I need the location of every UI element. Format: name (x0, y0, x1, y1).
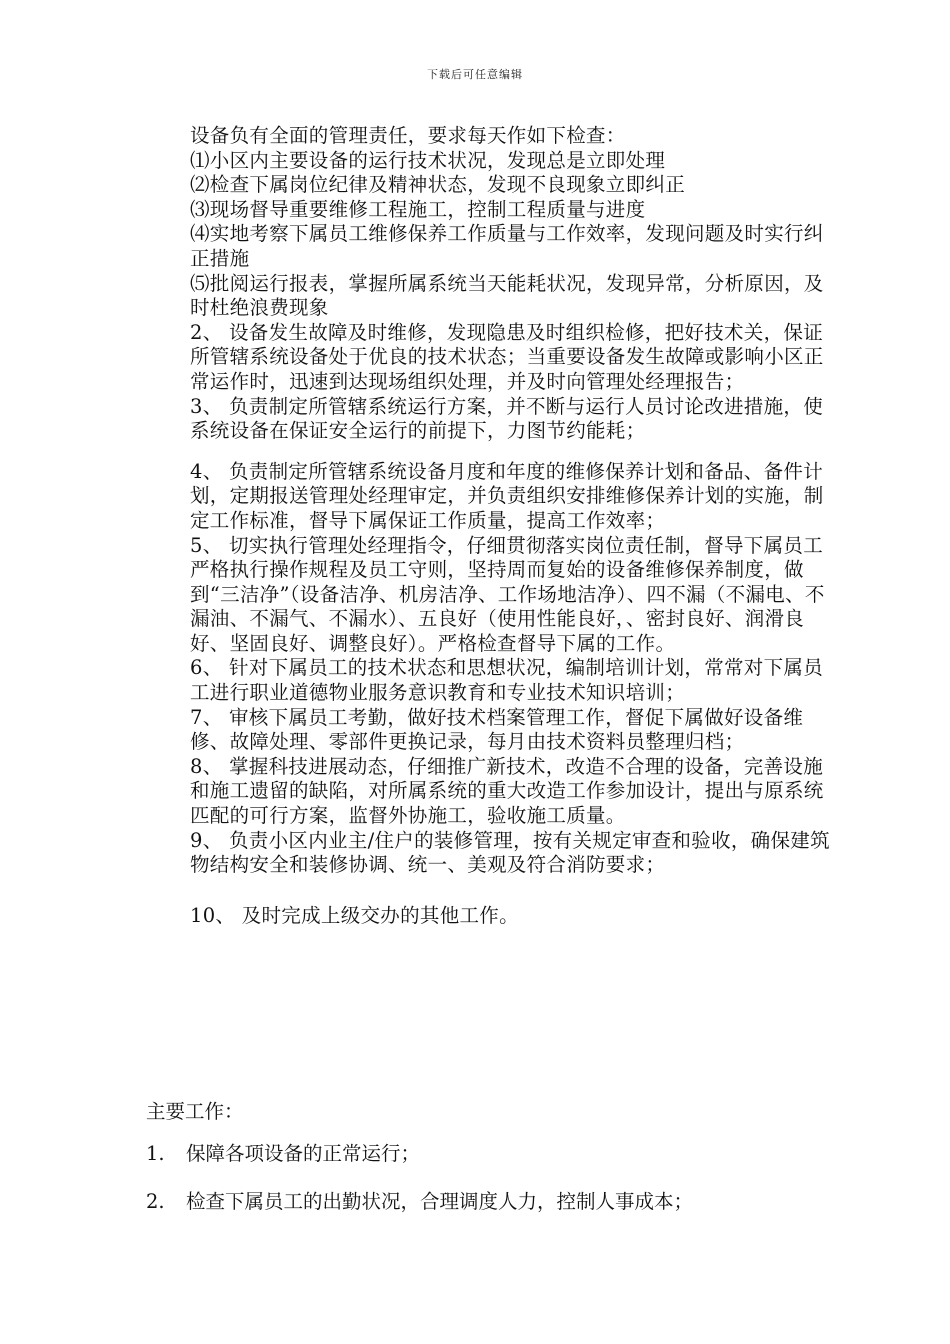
duty-item-8: 8、 掌握科技进展动态，仔细推广新技术，改造不合理的设备，完善设施和施工遗留的缺陷，对所属系统的重大改造工作参加设计，提出与原系统匹配的可行方案，监督外协施工，验收施工质量。 (190, 754, 824, 828)
check-item-3: ⑶现场督导重要维修工程施工，控制工程质量与进度 (190, 197, 646, 221)
duty-item-4: 4、 负责制定所管辖系统设备月度和年度的维修保养计划和备品、备件计划，定期报送管理处经理审定，并负责组织安排维修保养计划的实施，制定工作标准，督导下属保证工作质量，提高工作效率； (190, 459, 824, 532)
main-work-item-number: 1. (146, 1142, 165, 1165)
main-work-item-number: 2. (146, 1190, 165, 1213)
duty-item-3: 3、 负责制定所管辖系统运行方案，并不断与运行人员讨论改进措施，使系统设备在保证安全运行的前提下，力图节约能耗； (190, 394, 824, 443)
check-item-4: ⑷实地考察下属员工维修保养工作质量与工作效率，发现问题及时实行纠正措施 (190, 222, 824, 270)
duty-item-6: 6、 针对下属员工的技术状态和思想状况，编制培训计划，常常对下属员工进行职业道德物业服务意识教育和专业技术知识培训； (190, 656, 824, 705)
page-header: 下载后可任意编辑 (427, 68, 523, 81)
duty-item-7: 7、 审核下属员工考勤，做好技术档案管理工作，督促下属做好设备维修、故障处理、零部件更换记录，每月由技术资料员整理归档； (190, 705, 804, 754)
duty-item-10: 10、 及时完成上级交办的其他工作。 (190, 903, 519, 927)
main-work-section (146, 1096, 846, 1213)
check-item-2: ⑵检查下属岗位纪律及精神状态，发现不良现象立即纠正 (190, 173, 686, 197)
check-item-1: ⑴小区内主要设备的运行技术状况，发现总是立即处理 (190, 148, 666, 172)
main-work-item-2 (146, 1186, 693, 1214)
main-work-heading: 主要工作： (146, 1100, 244, 1123)
duty-item-2: 2、 设备发生故障及时维修，发现隐患及时组织检修，把好技术关，保证所管辖系统设备处于优良的技术状态；当重要设备发生故障或影响小区正常运作时，迅速到达现场组织处理，并及时向管理处经理报告； (190, 320, 824, 393)
paragraph-gap (190, 444, 830, 460)
main-work-item-1 (146, 1138, 420, 1166)
main-work-item-text: 保障各项设备的正常运行； (186, 1142, 421, 1165)
main-work-item-text: 检查下属员工的出勤状况，合理调度人力，控制人事成本； (186, 1190, 694, 1213)
paragraph-intro: 设备负有全面的管理责任，要求每天作如下检查： (190, 124, 626, 147)
duty-item-5: 5、 切实执行管理处经理指令，仔细贯彻落实岗位责任制，督导下属员工严格执行操作规程及员工守则，坚持周而复始的设备维修保养制度，做到“三洁净”（设备洁净、机房洁净、工作场地洁净）、四不漏（不漏电、不漏油、不漏气、不漏水）、五良好（使用性能良好，、密封良好、润滑良好、坚固良好、调整良好）。严格检查督导下属的工作。 (190, 533, 825, 655)
check-item-5: ⑸批阅运行报表，掌握所属系统当天能耗状况，发现异常，分析原因，及时杜绝浪费现象 (190, 271, 824, 320)
duty-item-9: 9、 负责小区内业主/住户的装修管理，按有关规定审查和验收，确保建筑物结构安全和装修协调、统一、美观及符合消防要求； (190, 828, 830, 877)
body-text (190, 124, 830, 928)
